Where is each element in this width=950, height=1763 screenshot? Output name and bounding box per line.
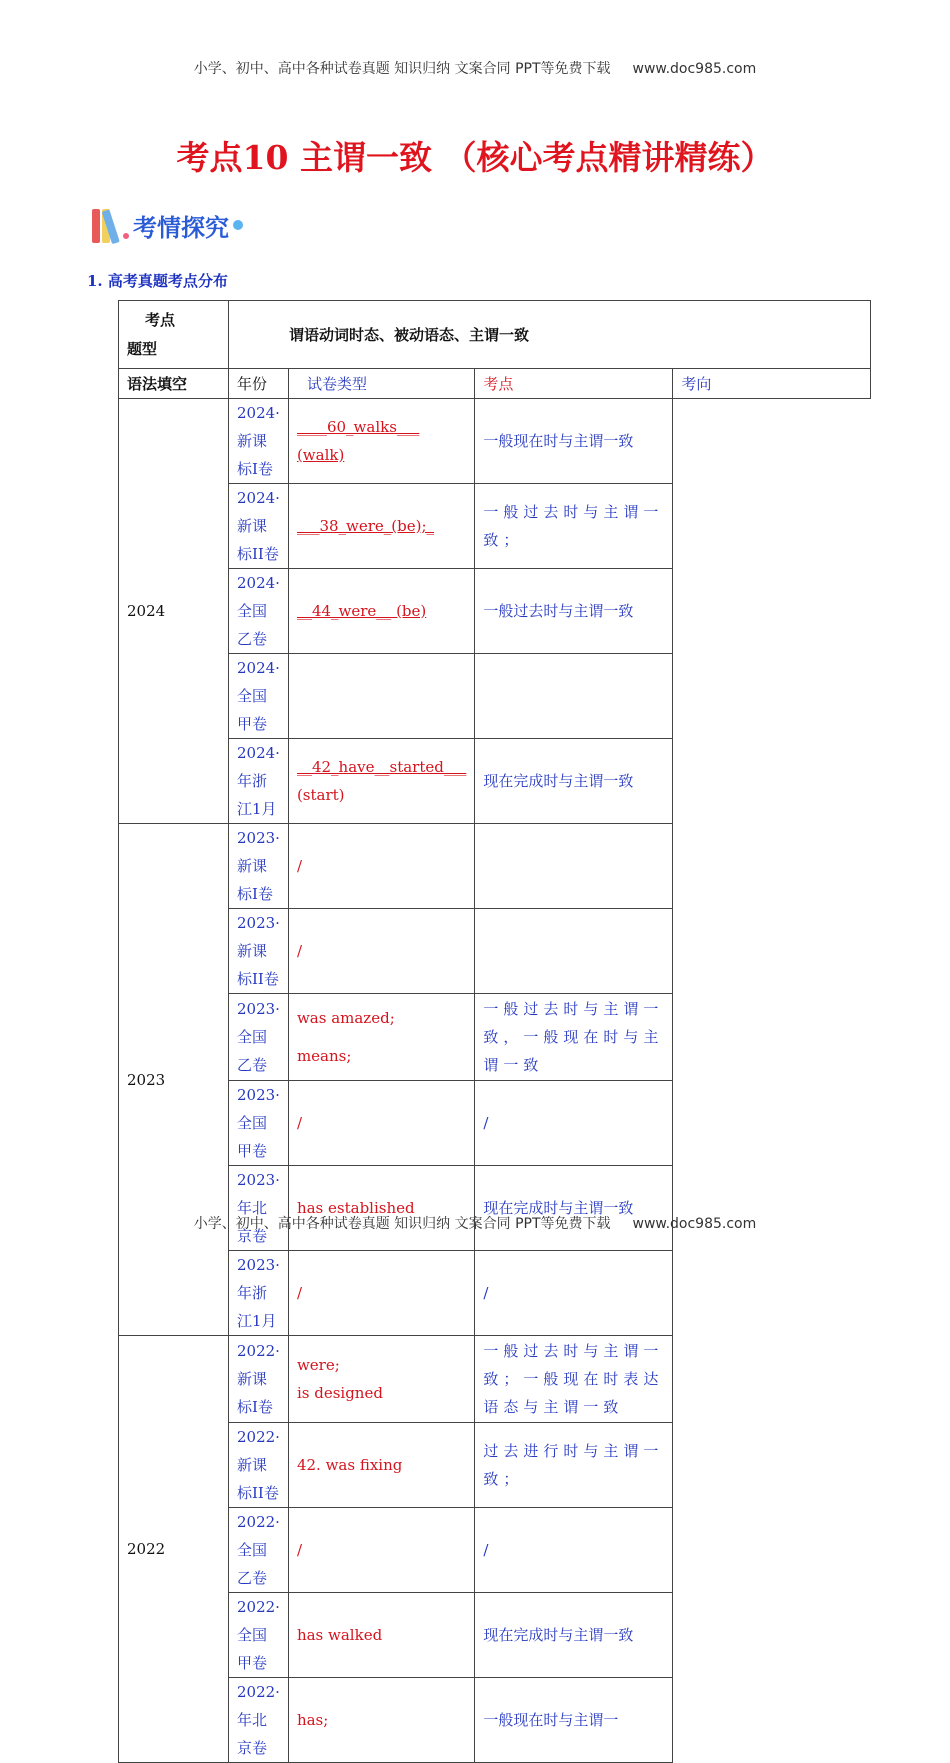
point-text: / bbox=[296, 1541, 303, 1559]
point-cell bbox=[288, 1336, 474, 1423]
direction-cell: 一般过去时与主谓一致；一般现在时表达语态与主谓一致 bbox=[475, 1336, 673, 1423]
paper-cell: 2022·新课标I卷 bbox=[229, 1336, 289, 1423]
point-cell bbox=[288, 1081, 474, 1166]
page-header bbox=[0, 58, 950, 78]
direction-cell: 现在完成时与主谓一致 bbox=[475, 1593, 673, 1678]
point-cell bbox=[288, 1508, 474, 1593]
direction-cell bbox=[475, 824, 673, 909]
table-row bbox=[119, 654, 871, 739]
point-text: has; bbox=[296, 1711, 329, 1729]
point-text: / bbox=[296, 942, 303, 960]
table-row bbox=[119, 484, 871, 569]
col-point: 考点 bbox=[475, 369, 673, 399]
point-cell bbox=[288, 1251, 474, 1336]
exam-table bbox=[118, 300, 871, 1763]
corner-cell bbox=[119, 301, 229, 369]
paper-cell: 2023·全国乙卷 bbox=[229, 994, 289, 1081]
table-row bbox=[119, 994, 871, 1081]
direction-cell: 现在完成时与主谓一致 bbox=[475, 739, 673, 824]
col-year: 年份 bbox=[229, 369, 289, 399]
col-direction: 考向 bbox=[673, 369, 871, 399]
direction-cell: 一般现在时与主谓一 bbox=[475, 1678, 673, 1763]
point-cell bbox=[288, 739, 474, 824]
header-text: 小学、初中、高中各种试卷真题 知识归纳 文案合同 PPT等免费下载 bbox=[193, 61, 611, 77]
year-cell: 2022 bbox=[119, 1336, 229, 1763]
header-site: www.doc985.com bbox=[632, 61, 757, 77]
point-cell bbox=[288, 824, 474, 909]
point-text: __44_were__ (be) bbox=[296, 602, 427, 620]
direction-cell: 一般过去时与主谓一致，一般现在时与主谓一致 bbox=[475, 994, 673, 1081]
point-text-2: is designed bbox=[296, 1384, 383, 1402]
table-row bbox=[119, 1336, 871, 1423]
point-cell bbox=[288, 654, 474, 739]
point-cell bbox=[288, 1423, 474, 1508]
point-cell bbox=[288, 484, 474, 569]
paper-cell: 2022·全国甲卷 bbox=[229, 1593, 289, 1678]
table-row bbox=[119, 824, 871, 909]
point-cell bbox=[288, 1593, 474, 1678]
point-text: was amazed; bbox=[296, 1009, 395, 1027]
footer-text: 小学、初中、高中各种试卷真题 知识归纳 文案合同 PPT等免费下载 bbox=[193, 1216, 611, 1232]
direction-cell bbox=[475, 654, 673, 739]
point-text-2: (start) bbox=[296, 786, 345, 804]
table-row bbox=[119, 1678, 871, 1763]
point-text: ___38_were_(be);_ bbox=[296, 517, 435, 535]
direction-cell: / bbox=[475, 1508, 673, 1593]
paper-cell: 2024·新课标II卷 bbox=[229, 484, 289, 569]
direction-cell: / bbox=[475, 1081, 673, 1166]
table-row bbox=[119, 739, 871, 824]
point-text: / bbox=[296, 1114, 303, 1132]
table-row bbox=[119, 1166, 871, 1251]
table-row bbox=[119, 1508, 871, 1593]
topic-cell: 谓语动词时态、被动语态、主谓一致 bbox=[229, 301, 871, 369]
section-heading: 1. 高考真题考点分布 bbox=[87, 272, 228, 290]
direction-cell: / bbox=[475, 1251, 673, 1336]
direction-cell: 过去进行时与主谓一致； bbox=[475, 1423, 673, 1508]
paper-cell: 2024·年浙江1月 bbox=[229, 739, 289, 824]
direction-cell: 一般现在时与主谓一致 bbox=[475, 399, 673, 484]
point-cell bbox=[288, 569, 474, 654]
paper-cell: 2022·年北京卷 bbox=[229, 1678, 289, 1763]
year-cell: 2023 bbox=[119, 824, 229, 1336]
paper-cell: 2022·全国乙卷 bbox=[229, 1508, 289, 1593]
dot-icon bbox=[123, 233, 129, 239]
footer-site: www.doc985.com bbox=[632, 1216, 757, 1232]
point-text: has walked bbox=[296, 1626, 383, 1644]
point-text: / bbox=[296, 1284, 303, 1302]
paper-cell: 2023·新课标I卷 bbox=[229, 824, 289, 909]
point-cell bbox=[288, 909, 474, 994]
point-text: / bbox=[296, 857, 303, 875]
table-row bbox=[119, 399, 871, 484]
point-cell bbox=[288, 1678, 474, 1763]
point-text: has established bbox=[296, 1199, 415, 1217]
point-cell bbox=[288, 399, 474, 484]
table-row bbox=[119, 909, 871, 994]
direction-cell: 现在完成时与主谓一致 bbox=[475, 1166, 673, 1251]
paper-cell: 2024·全国乙卷 bbox=[229, 569, 289, 654]
table-row bbox=[119, 1251, 871, 1336]
section-banner bbox=[92, 207, 243, 243]
direction-cell: 一般过去时与主谓一致； bbox=[475, 484, 673, 569]
year-cell: 2024 bbox=[119, 399, 229, 824]
point-text: __42_have__started___ bbox=[296, 758, 467, 776]
corner-top: 考点 bbox=[145, 310, 176, 329]
type-cell: 语法填空 bbox=[119, 369, 229, 399]
point-text: were; bbox=[296, 1356, 340, 1374]
page-title: 考点10 主谓一致 （核心考点精讲精练） bbox=[176, 138, 774, 177]
point-cell bbox=[288, 1166, 474, 1251]
point-text-2: means; bbox=[296, 1047, 352, 1065]
paper-cell: 2023·年北京卷 bbox=[229, 1166, 289, 1251]
direction-cell: 一般过去时与主谓一致 bbox=[475, 569, 673, 654]
table-row bbox=[119, 1081, 871, 1166]
table-header-row bbox=[119, 301, 871, 369]
point-text: ____60_walks___ (walk) bbox=[296, 418, 420, 464]
banner-text: 考情探究 bbox=[133, 213, 229, 242]
dot-icon bbox=[233, 220, 243, 230]
table-row bbox=[119, 569, 871, 654]
col-paper: 试卷类型 bbox=[288, 369, 474, 399]
direction-cell bbox=[475, 909, 673, 994]
table-row bbox=[119, 1423, 871, 1508]
paper-cell: 2023·新课标II卷 bbox=[229, 909, 289, 994]
books-icon bbox=[92, 207, 120, 243]
paper-cell: 2024·新课标I卷 bbox=[229, 399, 289, 484]
table-row bbox=[119, 1593, 871, 1678]
paper-cell: 2023·年浙江1月 bbox=[229, 1251, 289, 1336]
paper-cell: 2022·新课标II卷 bbox=[229, 1423, 289, 1508]
paper-cell: 2024·全国甲卷 bbox=[229, 654, 289, 739]
page-footer bbox=[0, 1213, 950, 1233]
paper-cell: 2023·全国甲卷 bbox=[229, 1081, 289, 1166]
corner-bottom: 题型 bbox=[127, 339, 158, 358]
point-text: 42. was fixing bbox=[296, 1456, 403, 1474]
column-header-row bbox=[119, 369, 871, 399]
point-cell bbox=[288, 994, 474, 1081]
